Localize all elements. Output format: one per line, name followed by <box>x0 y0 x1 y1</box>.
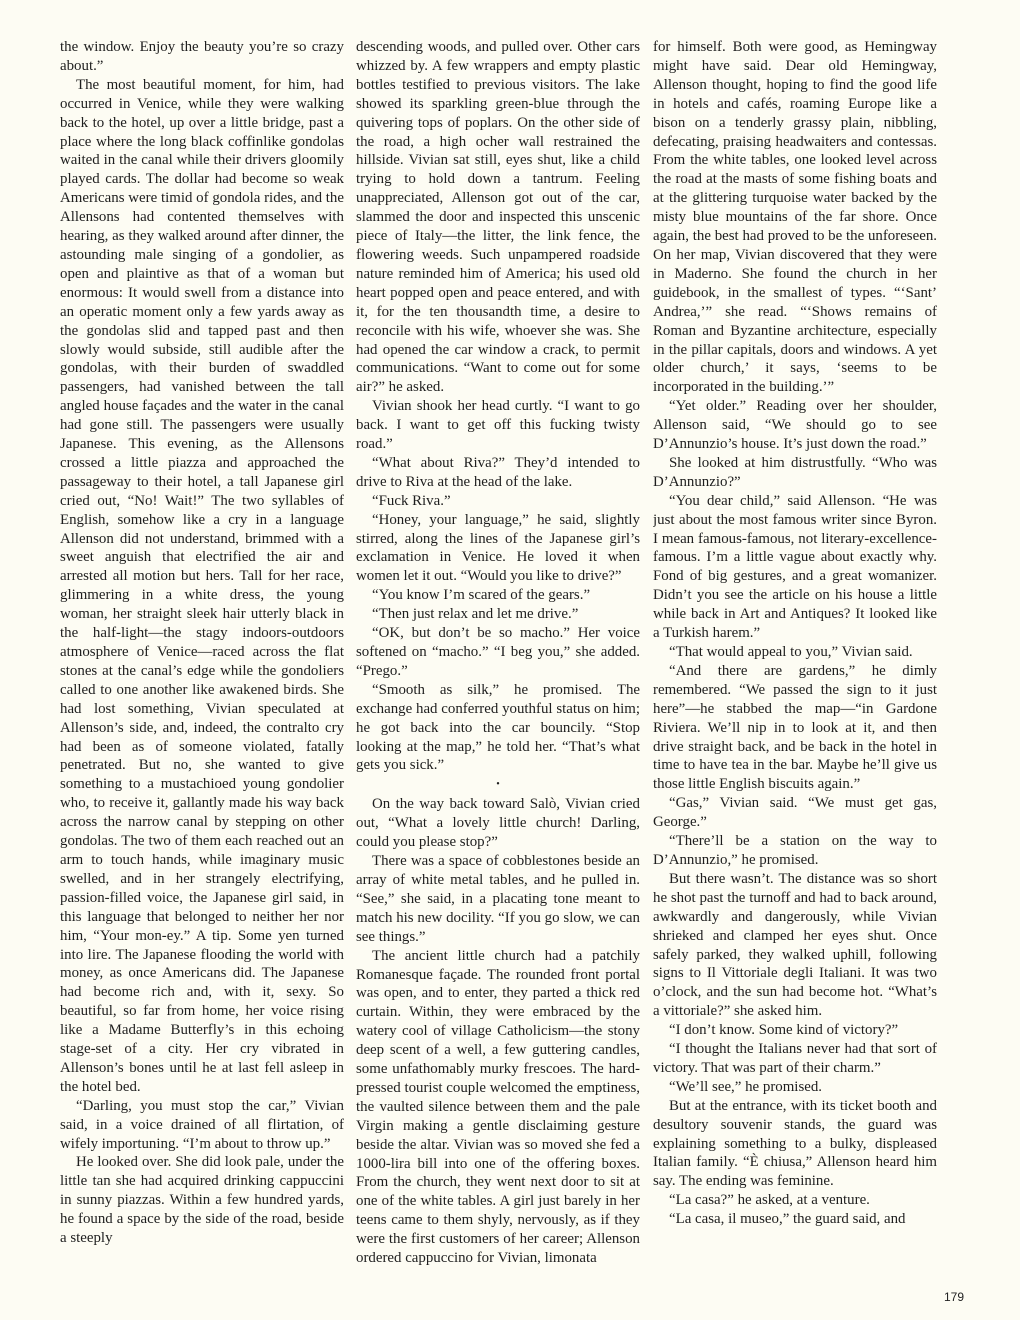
paragraph: The most beautiful moment, for him, had occurred in Venice, while they were walking back to the hotel, up over a little bridge, past a place where the long black coffinlike gondolas waited in the canal while their drivers gloomily played cards. The dollar had become so weak Americans were timid of gondola rides, and the Allensons had contented themselves with hearing, as they walked around after dinner, the astounding male singing of a gondolier, as open and plaintive as that of a woman but enormous: It would swell from a distance into an operatic moment only a few yards away as the gondolas slid and tapped past and then slowly would subside, still audible after the gondolas, with their burden of swaddled passengers, had vanished between the tall angled house façades and the water in the canal had gone still. The passengers were usually Japanese. This evening, as the Allensons crossed a little piazza and approached the passageway to their hotel, a tall Japanese girl cried out, “No! Wait!” The two syllables of English, somehow like a cry in a language Allenson did not understand, brimmed with a sweet anguish that electrified the air and arrested all motion but hers. Tall for her race, glimmering in a white dress, the young woman, her straight sleek hair utterly black in the half-light—the stagy indoors-outdoors atmosphere of Venice—raced across the flat stones at the canal’s edge while the gondoliers called to one another like awakened birds. She had lost something, Vivian speculated at Allenson’s side, and, indeed, the contralto cry had been as of someone violated, fatally penetrated. But no, she wanted to give something to a mustachioed young gondolier who, to receive it, gallantly made his way back across the narrow canal by stepping on other gondolas. The two of them each reached out an arm to touch hands, while imaginary music swelled, and in her strangely electrifying, passion-filled voice, the Japanese girl said, in this language that belonged to neither her nor him, “Your mon-ey.” A tip. Some yen turned into lire. The Japanese flooding the world with money, as once Americans did. The Japanese had become rich and, with it, sexy. So beautiful, so far from home, her voice rising like a Madame Butterfly’s in this echoing stage-set of a city. Her cry vibrated in Allenson’s bones until he at last fell asleep in the hotel bed. <box>60 76 344 1095</box>
paragraph: “La casa?” he asked, at a venture. <box>669 1192 870 1209</box>
paragraph: “You dear child,” said Allenson. “He was just about the most famous writer since Byron. I mean famous-famous, not literary-excellence-famous. I’m a little vague about exactly why. Fond of big gestures, and a great womanizer. Didn’t you see the article on his house a little while back in Art and Antiques? It looked like a Turkish harem.” <box>653 492 937 642</box>
paragraph: There was a space of cobblestones beside an array of white metal tables, and he pulled in. “See,” she said, in a placating tone meant to match his new docility. “If you go slow, we can see things.” <box>356 853 640 945</box>
paragraph: the window. Enjoy the beauty you’re so crazy about.” <box>60 39 344 74</box>
paragraph: “I don’t know. Some kind of victory?” <box>669 1022 899 1039</box>
paragraph: “Yet older.” Reading over her shoulder, Allenson said, “We should go to see D’Annunzio’s house. It’s just down the road.” <box>653 398 937 453</box>
text-column-1 <box>60 38 344 1303</box>
paragraph: descending woods, and pulled over. Other cars whizzed by. A few wrappers and empty plastic bottles testified to previous visitors. The lake showed its sparkling green-blue through the quivering tops of poplars. On the other side of the road, a high ocher wall restrained the hillside. Vivian sat still, eyes shut, like a child trying to hold down a tantrum. Feeling unappreciated, Allenson got out of the car, slammed the door and inspected this unscenic piece of Italy—the litter, the link fence, the flowering weeds. Such unpampered roadside nature reminded him of America; his used old heart popped open and peace entered, and with it, for the ten thousandth time, a desire to reconcile with his wife, whoever she was. She had opened the car window a crack, to permit communications. “Want to come out for some air?” he asked. <box>356 39 640 396</box>
text-column-3 <box>653 38 937 1303</box>
paragraph: But there wasn’t. The distance was so short he shot past the turnoff and had to back around, awkwardly and dangerously, while Vivian shrieked and clamped her eyes shut. Once safely parked, they walked uphill, following signs to Il Vittoriale degli Italiani. It was two o’clock, and the sun had become hot. “What’s a vittoriale?” she asked him. <box>653 870 937 1020</box>
paragraph: “You know I’m scared of the gears.” <box>372 587 591 604</box>
paragraph: She looked at him distrustfully. “Who was D’Annunzio?” <box>653 454 937 490</box>
paragraph: “There’ll be a station on the way to D’Annunzio,” he promised. <box>653 833 937 868</box>
paragraph: “Smooth as silk,” he promised. The exchange had conferred youthful status on him; he got back into the car bouncily. “Stop looking at the map,” he told her. “That’s what gets you sick.” <box>356 681 640 774</box>
text-column-2 <box>356 38 640 1303</box>
paragraph: “What about Riva?” They’d intended to drive to Riva at the head of the lake. <box>356 454 640 490</box>
section-break-bullet: • <box>496 779 500 791</box>
paragraph: “Fuck Riva.” <box>372 492 451 509</box>
paragraph: “Honey, your language,” he said, slightly stirred, along the lines of the Japanese girl’s exclamation in Venice. He loved it when women let it out. “Would you like to drive?” <box>356 511 640 585</box>
page-number: 179 <box>944 1290 965 1304</box>
paragraph: “That would appeal to you,” Vivian said. <box>669 644 913 660</box>
paragraph: “La casa, il museo,” the guard said, and <box>669 1211 906 1228</box>
paragraph: “I thought the Italians never had that sort of victory. That was part of their charm.” <box>653 1041 937 1076</box>
paragraph: “Darling, you must stop the car,” Vivian said, in a voice drained of all flirtation, of wifely importuning. “I’m about to throw up.” <box>60 1097 344 1152</box>
paragraph: “And there are gardens,” he dimly remembered. “We passed the sign to it just here”—he stabbed the map—“in Gardone Riviera. We’ll nip in to look at it, and then drive straight back, and be back in the hotel in time to have tea in the bar. Maybe he’ll give us those little English biscuits again.” <box>653 662 937 793</box>
paragraph: “OK, but don’t be so macho.” Her voice softened on “macho.” “I beg you,” she added. “Prego.” <box>356 625 640 679</box>
paragraph: “We’ll see,” he promised. <box>669 1078 823 1095</box>
paragraph: Vivian shook her head curtly. “I want to go back. I want to get off this fucking twisty road.” <box>356 398 640 453</box>
paragraph: “Gas,” Vivian said. “We must get gas, George.” <box>653 795 937 831</box>
paragraph: But at the entrance, with its ticket booth and desultory souvenir stands, the guard was explaining something to a bulky, displeased Italian family. “È chiusa,” Allenson heard him say. The ending was feminine. <box>653 1097 937 1190</box>
paragraph: The ancient little church had a patchily Romanesque façade. The rounded front portal was open, and to enter, they parted a thick red curtain. Within, they were embraced by the watery cool of village Catholicism—the stony deep scent of a well, a few guttering candles, some unfathomably murky frescoes. The hard-pressed tourist couple welcomed the emptiness, the vaulted silence between them and the pale Virgin making a gentle disclaiming gesture beside the altar. Vivian was so moved she fed a 1000-lira bill into one of the offering boxes. From the church, they went next door to sit at one of the white tables. A girl just barely in her teens came to them shyly, nervously, as if they were the first customers of her career; Allenson ordered cappuccino for Vivian, limonata <box>356 947 640 1267</box>
paragraph: He looked over. She did look pale, under the little tan she had acquired drinking cappuccini in sunny piazzas. Within a few hundred yards, he found a space by the side of the road, beside a steeply <box>60 1154 344 1247</box>
paragraph: On the way back toward Salò, Vivian cried out, “What a lovely little church! Darling, could you please stop?” <box>356 796 640 851</box>
paragraph: “Then just relax and let me drive.” <box>372 606 579 623</box>
paragraph: for himself. Both were good, as Hemingway might have said. Dear old Hemingway, Allenson thought, hoping to find the good life in hotels and cafés, roaming Europe like a bison on a tenderly grassy plain, nibbling, defecating, praising headwaiters and contessas. From the white tables, one looked level across the road at the masts of some fishing boats and at the glittering turquoise water backed by the misty blue mountains of the far shore. Once again, the best had proved to be the unforeseen. On her map, Vivian discovered that they were in Maderno. She found the church in her guidebook, in the smallest of types. “‘Sant’ Andrea,’” she read. “‘Shows remains of Roman and Byzantine architecture, especially in the pillar capitals, doors and windows. A yet older church,’ it says, ‘seems to be incorporated in the building.’” <box>653 39 937 396</box>
